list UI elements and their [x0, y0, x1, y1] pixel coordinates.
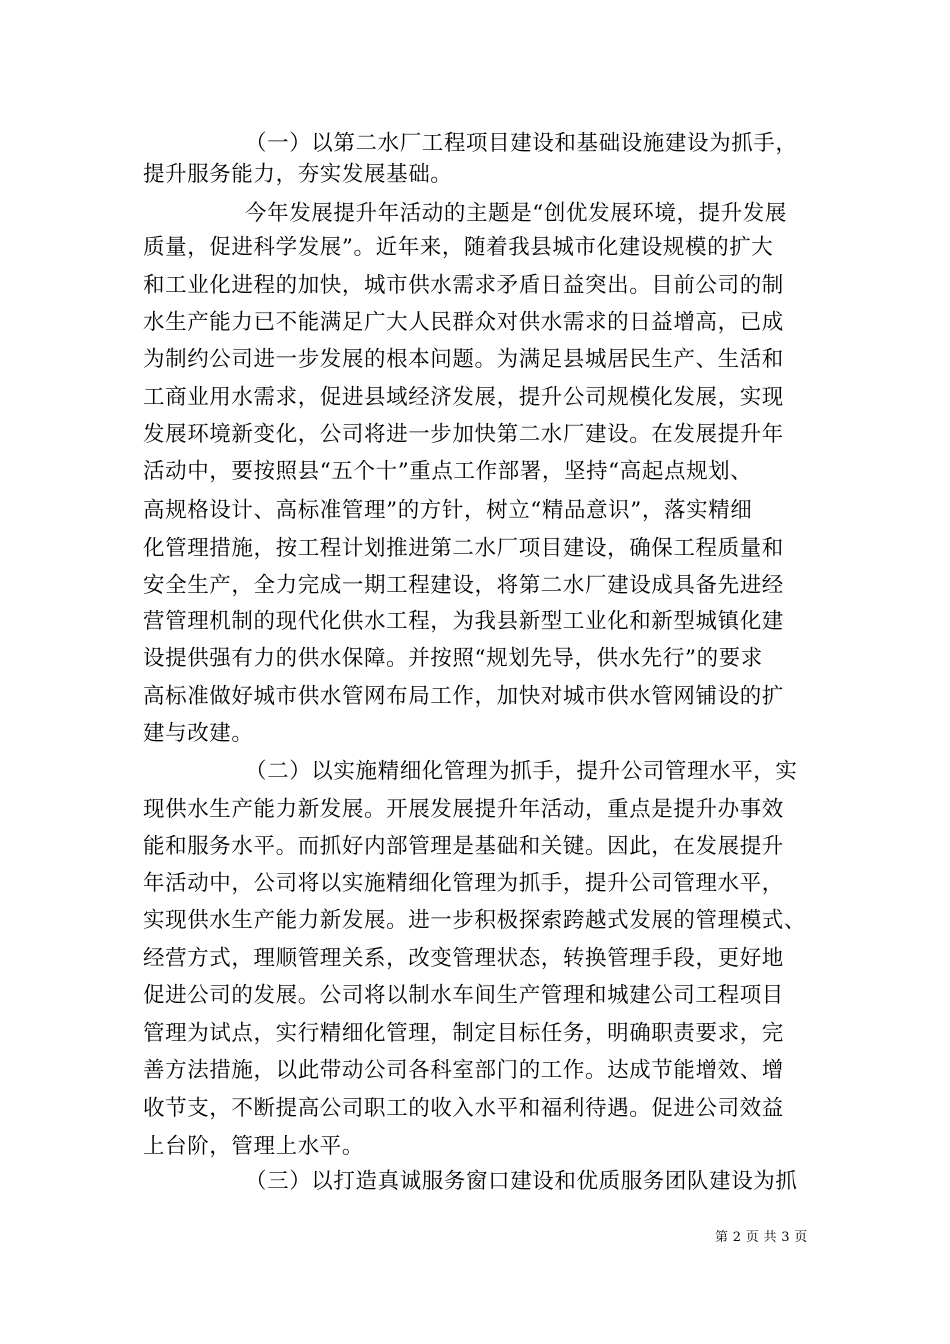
text-line: 管理为试点，实行精细化管理，制定目标任务，明确职责要求，完 [143, 1021, 784, 1046]
text-line: 经营方式，理顺管理关系，改变管理状态，转换管理手段，更好地 [143, 946, 784, 971]
text-line: 设提供强有力的供水保障。并按照“规划先导，供水先行”的要求 [143, 646, 763, 671]
text-line: 上台阶，管理上水平。 [143, 1134, 365, 1159]
text-line: 今年发展提升年活动的主题是“创优发展环境，提升发展 [245, 201, 787, 226]
page-footer: 第 2 页 共 3 页 [715, 1230, 808, 1245]
text-line: 营管理机制的现代化供水工程，为我县新型工业化和新型城镇化建 [143, 609, 784, 634]
text-line: 为制约公司进一步发展的根本问题。为满足县城居民生产、生活和 [143, 347, 784, 372]
text-line: 收节支，不断提高公司职工的收入水平和福利待遇。促进公司效益 [143, 1096, 784, 1121]
text-line: 质量，促进科学发展”。近年来，随着我县城市化建设规模的扩大 [143, 235, 774, 260]
text-line: 实现供水生产能力新发展。进一步积极探索跨越式发展的管理模式、 [143, 908, 807, 933]
heading-three: （三）以打造真诚服务窗口建设和优质服务团队建设为抓 [245, 1169, 798, 1194]
text-line: 现供水生产能力新发展。开展发展提升年活动，重点是提升办事效 [143, 797, 784, 822]
heading-two: （二）以实施精细化管理为抓手，提升公司管理水平，实 [245, 759, 798, 784]
text-line: 高规格设计、高标准管理”的方针，树立“精品意识”，落实精细 [143, 498, 753, 523]
text-line: 提升服务能力，夯实发展基础。 [143, 162, 453, 187]
text-line: 年活动中，公司将以实施精细化管理为抓手，提升公司管理水平， [143, 871, 784, 896]
text-line: 安全生产，全力完成一期工程建设，将第二水厂建设成具备先进经 [143, 573, 784, 598]
text-line: 发展环境新变化，公司将进一步加快第二水厂建设。在发展提升年 [143, 422, 784, 447]
text-line: 水生产能力已不能满足广大人民群众对供水需求的日益增高，已成 [143, 310, 784, 335]
text-line: 活动中，要按照县“五个十”重点工作部署，坚持“高起点规划、 [143, 459, 753, 484]
text-line: 工商业用水需求，促进县域经济发展，提升公司规模化发展，实现 [143, 385, 784, 410]
text-line: 化管理措施，按工程计划推进第二水厂项目建设，确保工程质量和 [143, 536, 784, 561]
heading-one: （一）以第二水厂工程项目建设和基础设施建设为抓手， [245, 131, 798, 156]
text-line: 善方法措施，以此带动公司各科室部门的工作。达成节能增效、增 [143, 1058, 784, 1083]
text-line: 和工业化进程的加快，城市供水需求矛盾日益突出。目前公司的制 [143, 273, 784, 298]
text-line: 促进公司的发展。公司将以制水车间生产管理和城建公司工程项目 [143, 983, 784, 1008]
text-line: 能和服务水平。而抓好内部管理是基础和关键。因此，在发展提升 [143, 834, 784, 859]
text-line: 高标准做好城市供水管网布局工作，加快对城市供水管网铺设的扩 [143, 684, 784, 709]
text-line: 建与改建。 [143, 721, 254, 746]
